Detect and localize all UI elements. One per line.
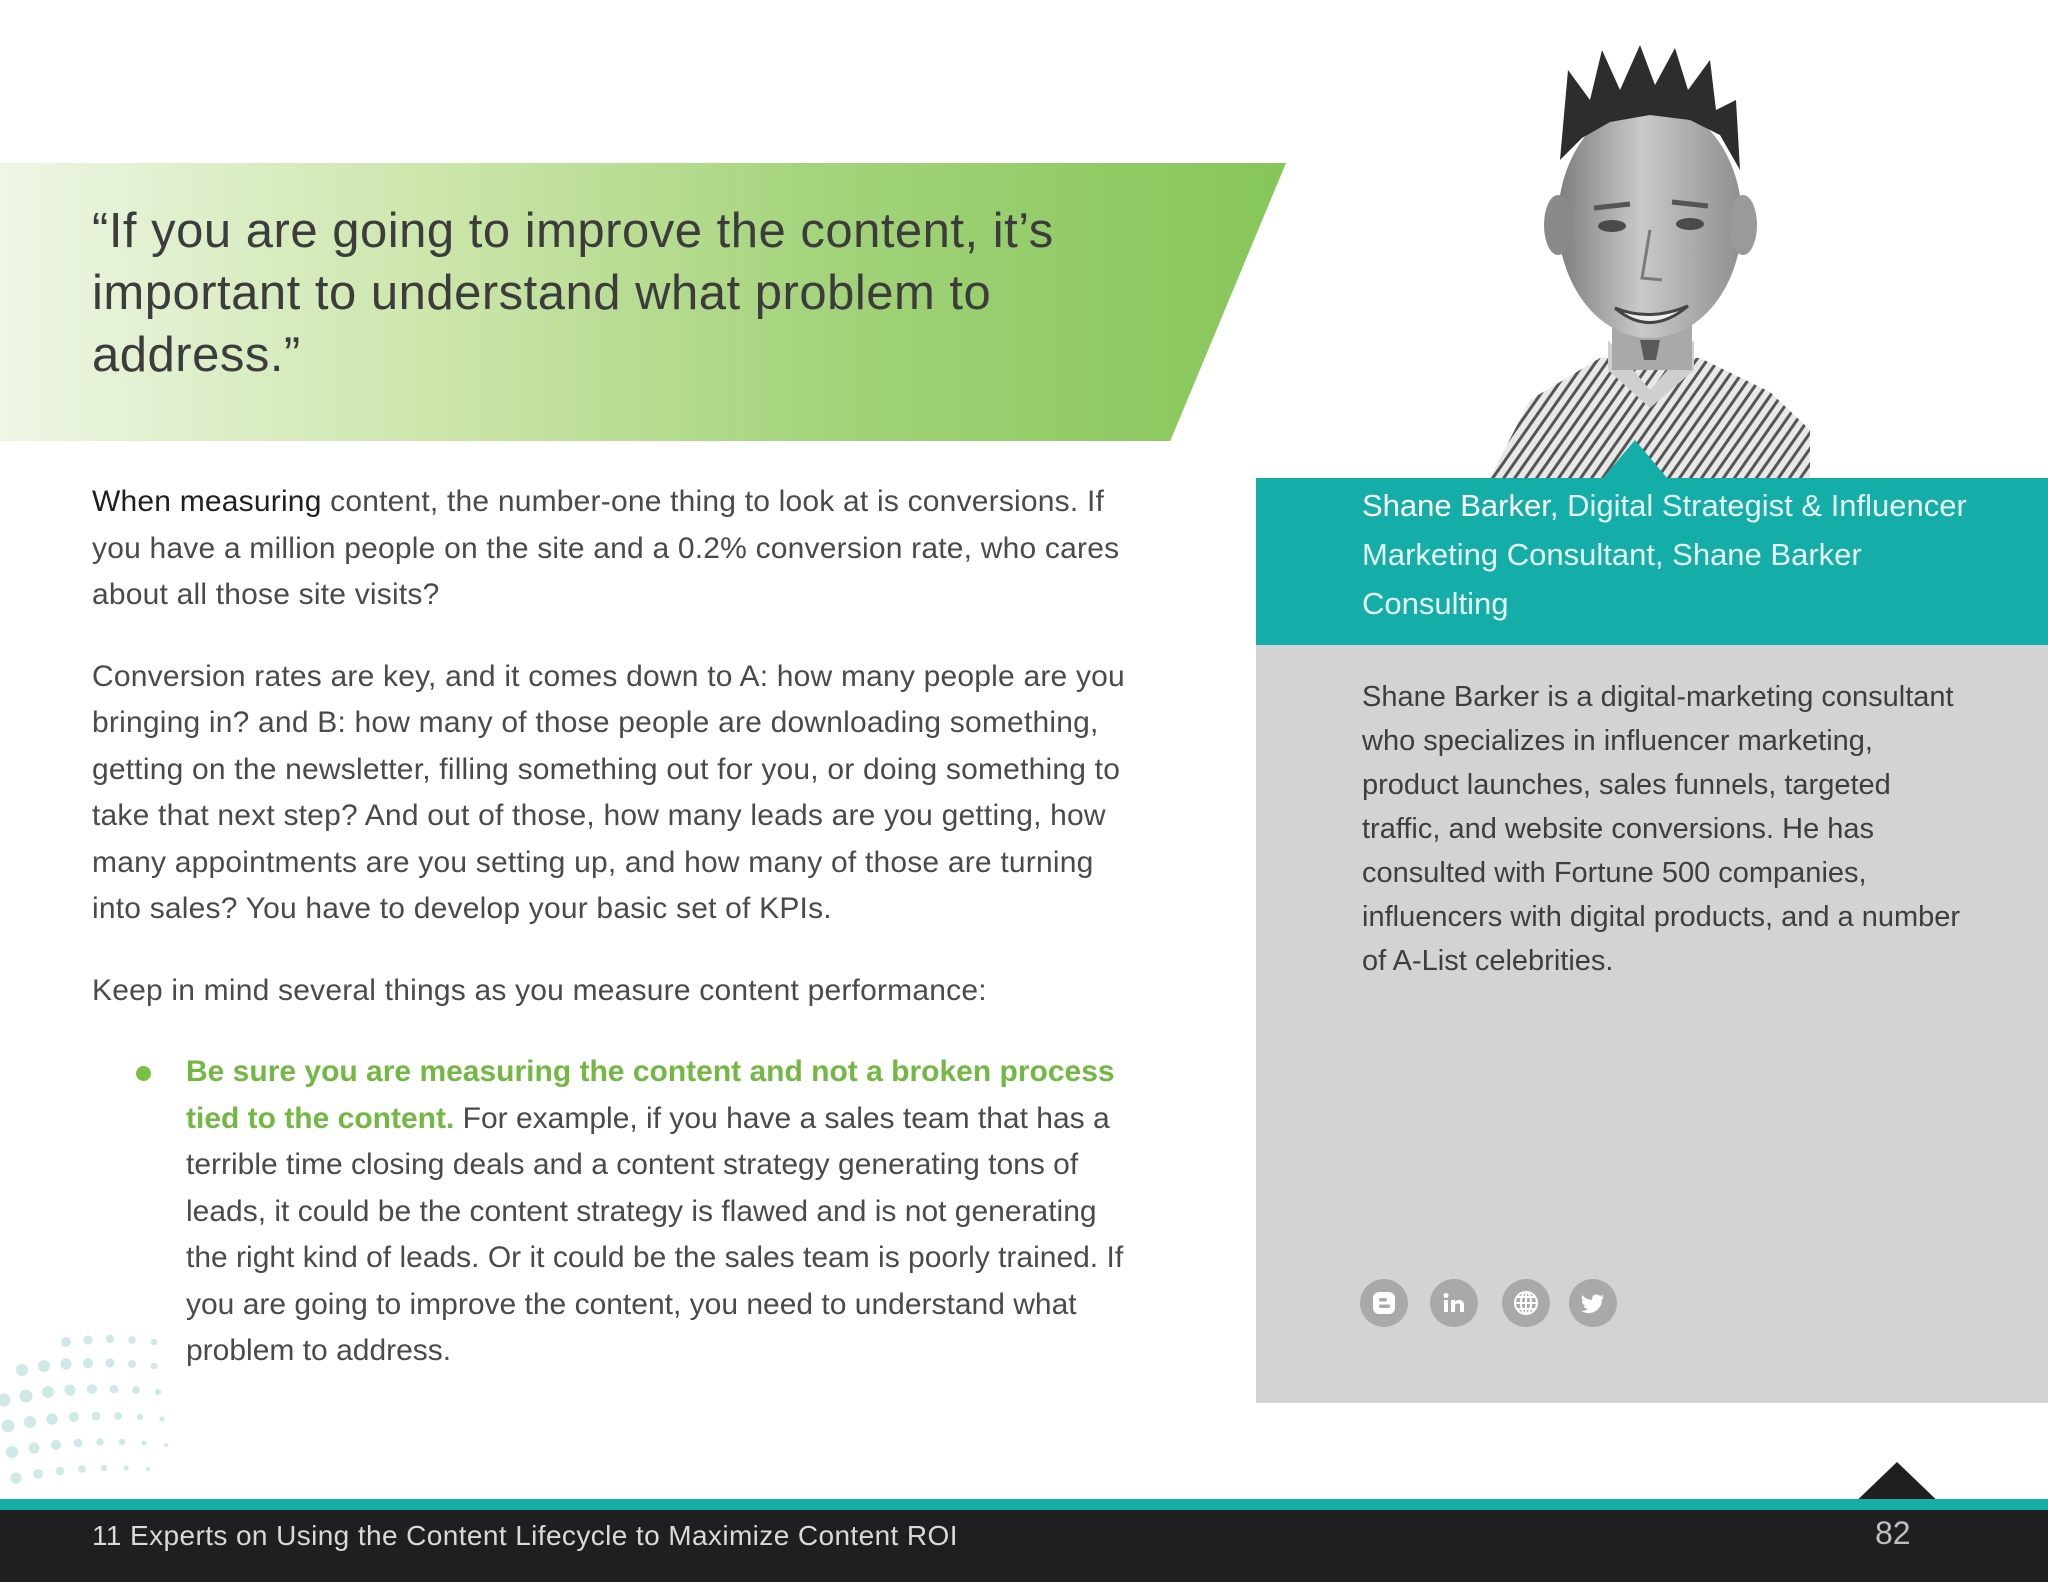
footer-title: 11 Experts on Using the Content Lifecycle to Maximize Content ROI [92,1520,958,1551]
paragraph-1-lead: When measuring [92,485,322,518]
teal-notch [1603,440,1667,478]
author-bio: Shane Barker is a digital-marketing consultant who specializes in influencer marketing, product launches, sales funnels, targeted traffic, and website conversions. He has consulted with Fortune 500 companies, influencers with digital products, and a number of A-List celebrities. [1362,681,1961,977]
blogger-icon[interactable] [1360,1279,1408,1327]
globe-icon[interactable] [1502,1279,1550,1327]
paragraph-3: Keep in mind several things as you measure content performance: [92,973,987,1007]
article-body [92,479,1132,1375]
author-name: Shane Barker, [1362,488,1559,523]
footer-accent-line [0,1499,2048,1510]
decorative-dot-pattern [0,1320,380,1500]
paragraph-1 [92,479,1132,619]
author-portrait [1490,40,1810,478]
author-byline [1362,481,2002,628]
paragraph-1-text: content, the number-one thing to look at is conversions. If you have a million people on the site and a 0.2% conversion rate, who cares about all those site visits? [92,485,1120,611]
bullet-dot-icon [136,1066,151,1081]
pull-quote: “If you are going to improve the content, it’s important to understand what problem to address.” [92,204,1054,382]
page-number: 82 [1875,1515,1911,1551]
bullet-text: For example, if you have a sales team that has a terrible time closing deals and a content strategy generating tons of leads, it could be the content strategy is flawed and is not generating the right kind of leads. Or it could be the sales team is poorly trained. If you are going to improve the content, you need to understand what problem to address. [186,1101,1124,1367]
twitter-icon[interactable] [1569,1279,1617,1327]
paragraph-2: Conversion rates are key, and it comes down to A: how many people are you bringing in? and B: how many of those people are downloading something, getting on the newsletter, filling something out for you, or doing something to take that next step? And out of those, how many leads are you getting, how many appointments are you setting up, and how many of those are turning into sales? You have to develop your basic set of KPIs. [92,659,1125,925]
linkedin-icon[interactable] [1430,1279,1478,1327]
author-title: Digital Strategist & Influencer Marketing Consultant, Shane Barker Consulting [1362,488,1967,621]
bullet-bold-text: Be sure you are measuring the content and not a broken process tied to the content. [186,1055,1115,1135]
